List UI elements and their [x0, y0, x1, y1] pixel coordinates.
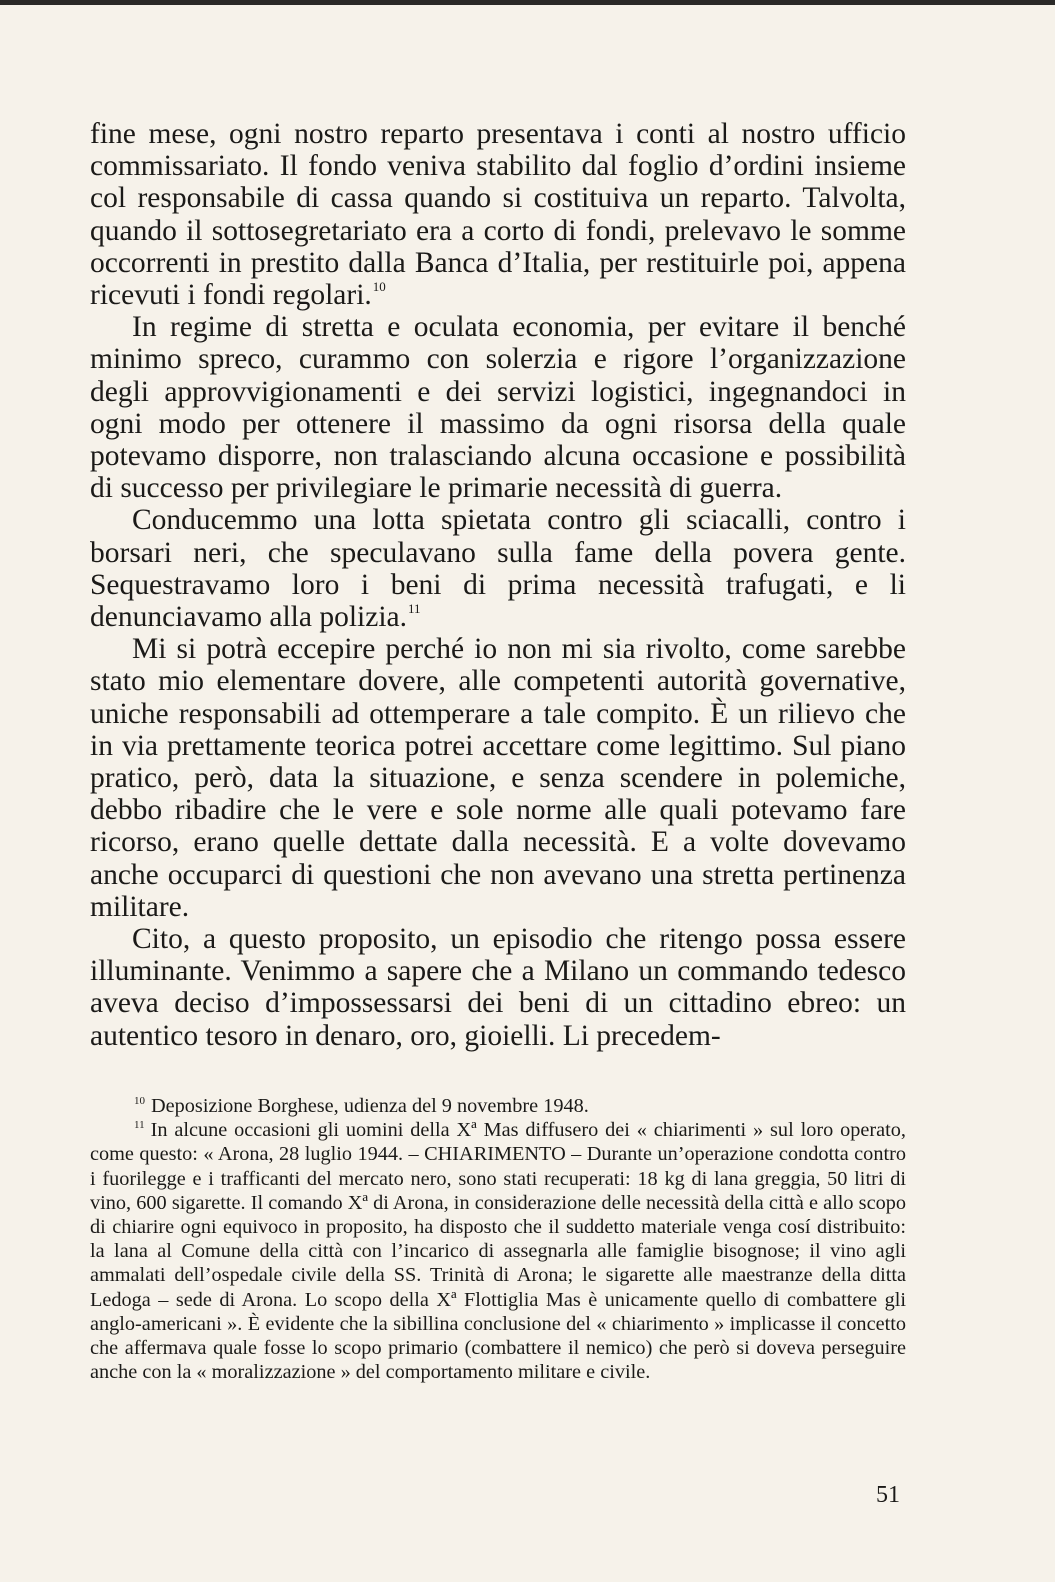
paragraph-5-text: Cito, a questo proposito, un episodio che ritengo possa essere illuminante. Venimmo a sapere che a Milano un commando tedesco aveva deciso d’impossessarsi dei beni di un cittadino ebreo: un autentico tesoro in denaro, oro, gioielli. Li precedem- [90, 923, 906, 1052]
footnote-number: 11 [134, 1119, 145, 1132]
footnotes [90, 1094, 906, 1384]
footnote-ref-11[interactable]: 11 [408, 601, 421, 617]
paragraph-3 [90, 504, 906, 633]
footnote-text: In alcune occasioni gli uomini della Xª Mas diffusero dei « chiarimenti » sul loro operato, come questo: « Arona, 28 luglio 1944. – CHIARIMENTO – Durante un’operazione condotta contro i fuorilegge e i trafficanti del mercato nero, sono stati recuperati: 18 kg di lana greggia, 50 litri di vino, 600 sigarette. Il comando Xª di Arona, in considerazione delle necessità della città e allo scopo di chiarire ogni equivoco in proposito, ha disposto che il suddetto materiale venga cosí distribuito: la lana al Comune della città con l’incarico di assegnarla alle famiglie bisognose; il vino agli ammalati dell’ospedale civile della SS. Trinità di Arona; le sigarette alle maestranze della ditta Ledoga – sede di Arona. Lo scopo della Xª Flottiglia Mas è unicamente quello di combattere gli anglo-americani ». È evidente che la sibillina conclusione del « chiarimento » implicasse il concetto che affermava quale fosse lo scopo primario (combattere il nemico) che però si doveva perseguire anche con la « moralizzazione » del comportamento militare e civile. [90, 1119, 906, 1384]
page-top-edge [0, 0, 1055, 5]
paragraph-1 [90, 118, 906, 311]
page-number: 51 [876, 1482, 900, 1508]
paragraph-4-text: Mi si potrà eccepire perché io non mi sia rivolto, come sarebbe stato mio elementare dovere, alle competenti autorità governative, uniche responsabili ad ottemperare a tale compito. È un rilievo che in via prettamente teorica potrei accettare come legittimo. Sul piano pratico, però, data la situazione, e senza scendere in polemiche, debbo ribadire che le vere e sole norme alle quali potevamo fare ricorso, erano quelle dettate dalla necessità. E a volte dovevamo anche occuparci di questioni che non avevano una stretta pertinenza militare. [90, 633, 906, 923]
paragraph-5 [90, 923, 906, 1052]
paragraph-2 [90, 311, 906, 504]
paragraph-1-text: fine mese, ogni nostro reparto presentava i conti al nostro ufficio commissariato. Il fondo veniva stabilito dal foglio d’ordini insieme col responsabile di cassa quando si costituiva un reparto. Talvolta, quando il sottosegretariato era a corto di fondi, prelevavo le somme occorrenti in prestito dalla Banca d’Italia, per restituirle poi, appena ricevuti i fondi regolari. [90, 118, 906, 312]
footnote-ref-10[interactable]: 10 [372, 279, 386, 295]
footnote-10 [90, 1094, 906, 1118]
footnote-11 [90, 1118, 906, 1384]
paragraph-4 [90, 633, 906, 923]
main-text [90, 118, 906, 1052]
paragraph-2-text: In regime di stretta e oculata economia, per evitare il benché minimo spreco, curammo con solerzia e rigore l’organizzazione degli approvvigionamenti e dei servizi logistici, ingegnandoci in ogni modo per ottenere il massimo da ogni risorsa della quale potevamo disporre, non tralasciando alcuna occasione e possibilità di successo per privilegiare le primarie necessità di guerra. [90, 311, 906, 505]
paragraph-3-text: Conducemmo una lotta spietata contro gli sciacalli, contro i borsari neri, che speculavano sulla fame della povera gente. Sequestravamo loro i beni di prima necessità trafugati, e li denunciavamo alla polizia. [90, 504, 906, 634]
footnote-number: 10 [134, 1095, 145, 1108]
footnote-text: Deposizione Borghese, udienza del 9 novembre 1948. [151, 1095, 589, 1117]
